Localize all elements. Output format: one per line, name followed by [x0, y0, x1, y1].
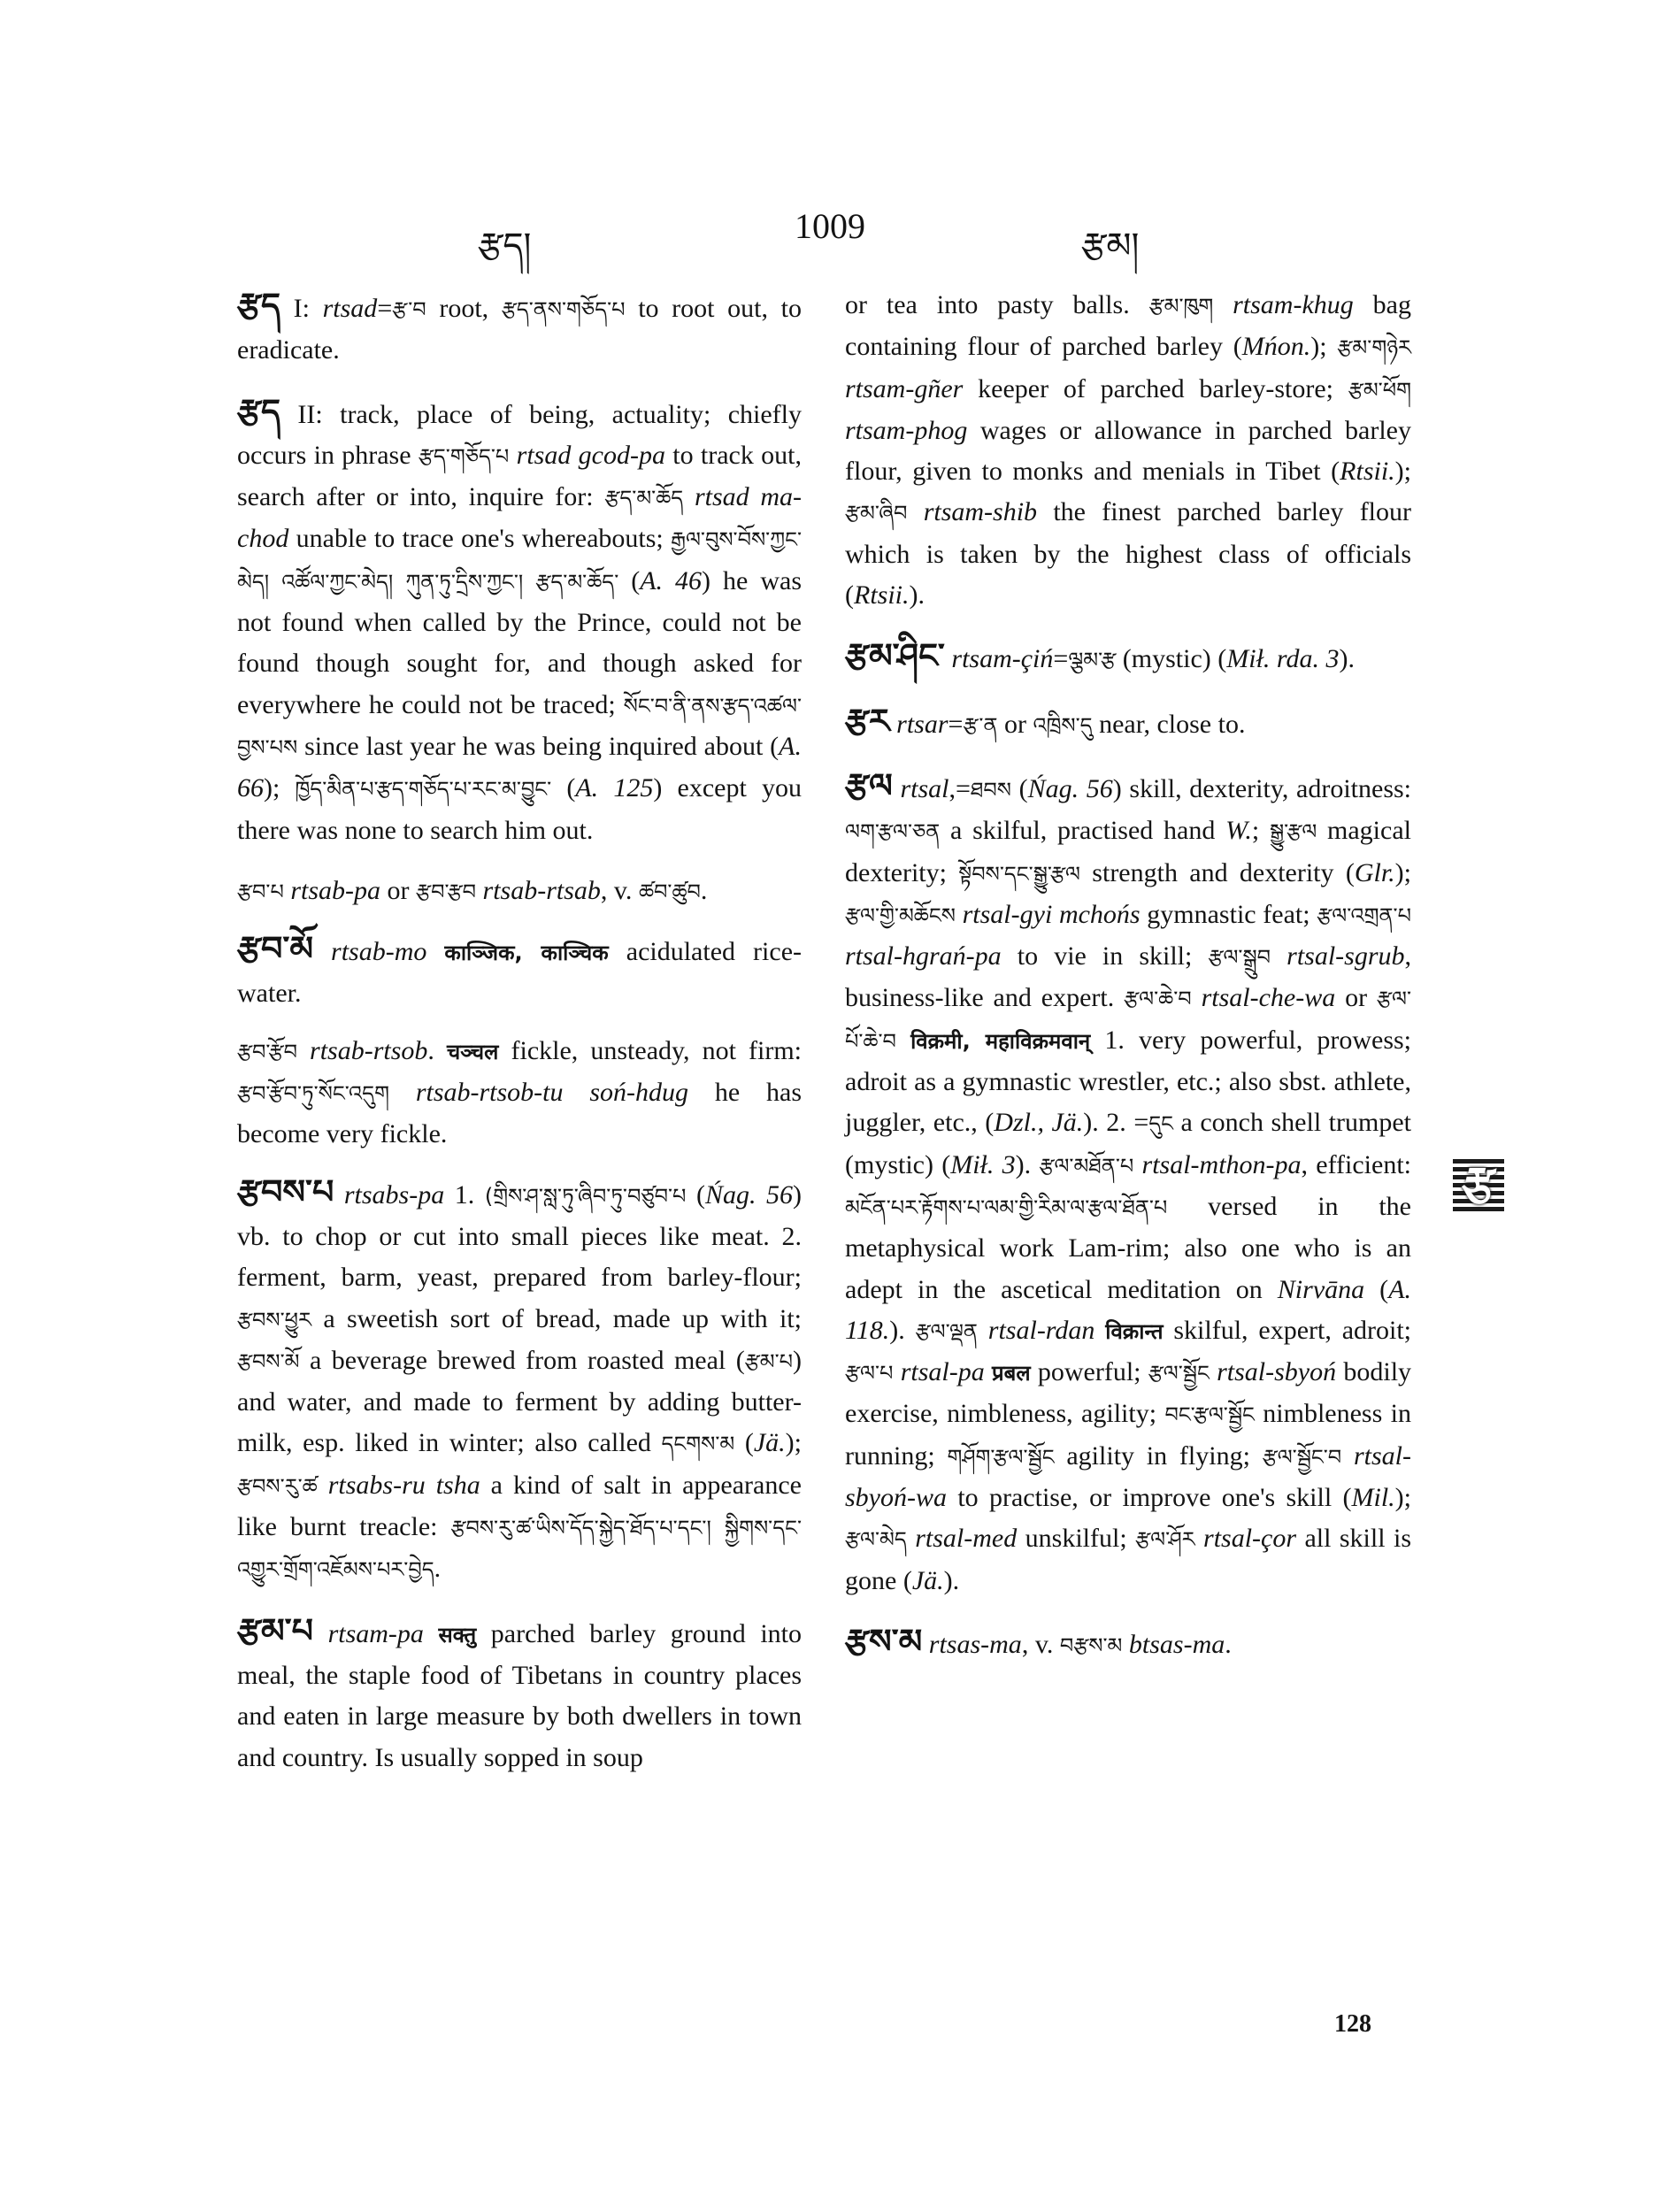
transliteration: rtsab-rtsab — [482, 875, 601, 905]
tibetan-text: དུང — [1148, 1111, 1173, 1137]
sanskrit-text: काञ्जिक, काञ्चिक — [444, 941, 609, 966]
tibetan-text: རྩབས་རུ་ཚ་ཡིས་དོད་སྐྱེད་ཐོད་པ་དང་། སྐྱིགས་དང་འགྱུར་གྲོག་འཇོམས་པར་བྱེད — [237, 1516, 802, 1583]
dictionary-entry: རྩད I: rtsad=རྩ་བ root, རྩད་ནས་གཅོད་པ to root out, to eradicate. — [237, 286, 802, 365]
headword: རྩར — [845, 701, 890, 741]
tibetan-text: འཁྲིས་དུ — [1033, 712, 1093, 738]
tibetan-text: རྩབས་ཕྱུར — [237, 1307, 311, 1333]
transliteration: rtsam-phog — [845, 415, 968, 445]
tibetan-text: དངགས་མ — [661, 1432, 735, 1457]
tibetan-text: མངོན་པར་རྟོགས་པ་ལམ་གྱི་རིམ་ལ་རྩལ་ཐོན་པ — [845, 1194, 1168, 1220]
tibetan-text: རྩལ་ལྡན — [915, 1318, 978, 1344]
dictionary-entry: རྩམ་པ rtsam-pa सक्तु parched barley ground into meal, the staple food of Tibetans in country places and eaten in large measure by both dwellers in town and country. Is usually sopped in soup — [237, 1610, 803, 1772]
tibetan-text: རྩད་ནས་གཅོད་པ — [501, 297, 626, 322]
transliteration: rtsad gcod-pa — [516, 440, 665, 470]
headword: རྩམ་ཤིང་ — [845, 636, 945, 676]
transliteration: rtsam-shib — [923, 497, 1038, 527]
transliteration: rtsab-rtsob — [310, 1035, 428, 1065]
dictionary-entry: རྩབས་པ rtsabs-pa 1. (གྲིས་ཤ་སླ་ཏུ་ཞིབ་ཏུ་བཙུབ་པ (Ńag. 56) vb. to chop or cut into small pieces like meat. 2. ferment, barm, yeast, prepared from barley-flour; རྩབས་ཕྱུར a sweetish sort of bread, made up with it; རྩབས་མོ a beverage brewed from roasted meal (རྩམ་པ) and water, and made to ferment by adding butter-milk, esp. liked in winter; also called དངགས་མ (Jä.); རྩབས་རུ་ཚ rtsabs-ru tsha a kind of salt in appearance like burnt treacle: རྩབས་རུ་ཚ་ཡིས་དོད་སྐྱེད་ཐོད་པ་དང་། སྐྱིགས་དང་འགྱུར་གྲོག་འཇོམས་པར་བྱེད. — [237, 1171, 803, 1584]
reference: A. 46 — [640, 565, 703, 595]
tibetan-text: རྩམ་ཞིབ — [845, 501, 908, 526]
tibetan-text: རྩམ་ཕོག — [1348, 377, 1411, 403]
reference: Jä. — [911, 1565, 944, 1595]
tibetan-text: རྩལ་པོ་ཆེ་བ — [845, 987, 1412, 1054]
headword: རྩད — [237, 391, 280, 431]
page-number: 1009 — [795, 206, 865, 246]
tibetan-text: སྒྱུ་རྩལ — [1269, 819, 1317, 845]
dictionary-entry: རྩབ་པ rtsab-pa or རྩབ་རྩབ rtsab-rtsab, v. ཚབ་ཚུབ. — [237, 875, 708, 905]
transliteration: rtsar — [896, 709, 949, 739]
sanskrit-text: सक्तु — [438, 1622, 477, 1647]
tibetan-text: སོང་བ་ནི་ནས་རྩད་འཚལ་བྱས་པས — [237, 693, 802, 760]
dictionary-entry: རྩར rtsar=རྩ་ན or འཁྲིས་དུ near, close to. — [845, 701, 1246, 741]
left-column — [237, 285, 802, 1798]
reference: Mńon. — [1241, 332, 1311, 362]
transliteration: rtsal-hgrań-pa — [845, 941, 1002, 972]
reference: Rtsii. — [854, 580, 910, 611]
sanskrit-text: विक्रमी, महाविक्रमवान् — [910, 1028, 1091, 1054]
tibetan-text: རྩབ་རྩབ — [416, 879, 477, 904]
tibetan-text: རྩམ་གཉེར — [1337, 335, 1412, 361]
tibetan-text: རྩལ་མཐོན་པ — [1039, 1153, 1134, 1179]
tibetan-text: རྩལ་ཤོར — [1135, 1527, 1195, 1553]
transliteration: rtsal-med — [915, 1524, 1018, 1554]
tibetan-text: རྩ་བ — [392, 297, 426, 322]
tibetan-text: ཁྱོད་མིན་པ་རྩད་གཅོད་པ་རང་མ་བྱུང་ — [295, 777, 552, 803]
transliteration: rtsal-mthon-pa — [1141, 1149, 1302, 1179]
transliteration: rtsab-mo — [331, 937, 427, 967]
reference: A. 125 — [575, 773, 654, 803]
headword: རྩས་མ — [845, 1621, 923, 1661]
transliteration: rtsam-çiń — [951, 644, 1054, 674]
tibetan-text: ཐབས — [970, 777, 1011, 803]
right-column — [845, 285, 1411, 1686]
transliteration: rtsabs-pa — [343, 1179, 445, 1210]
tibetan-text: རྩབས་རུ་ཚ — [237, 1473, 318, 1499]
transliteration: rtsas-ma — [928, 1629, 1022, 1659]
headword: རྩབ་མོ — [237, 929, 313, 969]
dictionary-entry: རྩམ་ཤིང་ rtsam-çiń=ལྕམ་རྩ (mystic) (Mił. rda. 3). — [845, 636, 1355, 676]
headword: རྩད — [237, 286, 280, 325]
tibetan-text: རྩལ་སྒྲུབ — [1208, 945, 1271, 971]
reference: Mił. 3 — [950, 1149, 1016, 1179]
reference: Rtsii. — [1340, 457, 1395, 487]
transliteration: rtsal-rdan — [987, 1315, 1095, 1345]
transliteration: rtsal-che-wa — [1201, 983, 1336, 1013]
tibetan-text: རྩལ་ཆེ་བ — [1124, 987, 1192, 1012]
tibetan-text: གཤོག་རྩལ་སྦྱོང — [947, 1444, 1055, 1470]
transliteration: rtsal-sbyoń — [1217, 1357, 1337, 1387]
reference: Glr. — [1354, 857, 1395, 887]
transliteration: rtsab-pa — [290, 875, 381, 905]
transliteration: rtsal-pa — [900, 1357, 985, 1387]
headword: རྩལ — [845, 765, 893, 805]
tibetan-text: རྩལ་འགྲན་པ — [1317, 902, 1411, 928]
reference: Mił. rda. 3 — [1226, 644, 1340, 674]
tibetan-text: རྩམ་པ — [744, 1348, 793, 1374]
tibetan-text: རྩལ་གྱི་མཆོངས — [845, 902, 956, 928]
reference: Ńag. 56 — [704, 1179, 794, 1210]
reference: Mil. — [1351, 1483, 1395, 1513]
sanskrit-text: प्रबल — [991, 1361, 1031, 1386]
transliteration: rtsal-sgrub — [1286, 941, 1405, 972]
tibetan-text: རྩམ་ཁུག — [1148, 294, 1214, 319]
tibetan-text: རྩལ་སྦྱོང — [1148, 1361, 1210, 1386]
reference: W. — [1225, 816, 1252, 846]
dictionary-entry: རྩས་མ rtsas-ma, v. བརྩས་མ btsas-ma. — [845, 1621, 1232, 1661]
tibetan-text: རྩད་མ་ཆོད — [604, 486, 684, 511]
reference: Dzl., Jä. — [994, 1108, 1084, 1138]
tibetan-text: ལྕམ་རྩ — [1068, 648, 1117, 673]
tibetan-text: རྩ་ན — [963, 712, 998, 738]
tibetan-text: སྟོབས་དང་སྒྱུ་རྩལ — [958, 861, 1080, 887]
transliteration: rtsal-çor — [1203, 1524, 1297, 1554]
transliteration: rtsam-pa — [327, 1618, 424, 1648]
dictionary-entry: རྩད II: track, place of being, actuality; chiefly occurs in phrase རྩད་གཅོད་པ rtsad gcod-pa to track out, search after or into, inquire for: རྩད་མ་ཆོད rtsad ma-chod unable to trace one's whereabouts; རྒྱལ་བུས་བོས་ཀྱང་མེད། འཚོལ་ཀྱང་མེད། ཀུན་ཏུ་དྲིས་ཀྱང་། རྩད་མ་ཆོད་ (A. 46) he was not found when called by the Prince, could not be found though sought for, and though asked for everywhere he could not be traced; སོང་བ་ནི་ནས་རྩད་འཚལ་བྱས་པས since last year he was being inquired about (A. 66); ཁྱོད་མིན་པ་རྩད་གཅོད་པ་རང་མ་བྱུང་ (A. 125) except you there was none to search him out. — [237, 391, 803, 845]
transliteration: rtsal — [900, 773, 949, 803]
transliteration: rtsabs-ru tsha — [327, 1470, 480, 1500]
headword: རྩབས་པ — [237, 1171, 334, 1211]
tibetan-text: རྩད་གཅོད་པ — [418, 443, 510, 469]
transliteration: rtsad ma-chod — [237, 482, 803, 554]
tibetan-text: བརྩས་མ — [1059, 1632, 1123, 1658]
reference: A. 66 — [237, 731, 802, 803]
transliteration: rtsad — [322, 294, 378, 323]
reference: A. 118. — [845, 1274, 1412, 1345]
tibetan-text: ལག་རྩལ་ཅན — [845, 819, 941, 845]
tibetan-text: རྩབ་པ — [237, 879, 284, 904]
reference: Ńag. 56 — [1027, 773, 1113, 803]
signature-mark: 128 — [1334, 2010, 1371, 2038]
tibetan-text: རྩབ་རྩོབ — [237, 1039, 297, 1064]
dictionary-entry: རྩབ་མོ rtsab-mo काञ्जिक, काञ्चिक acidulated rice-water. — [237, 929, 802, 1009]
dictionary-entry-continued: or tea into pasty balls. རྩམ་ཁུག rtsam-khug bag containing flour of parched barley (Mńon.); རྩམ་གཉེར rtsam-gñer keeper of parched barley-store; རྩམ་ཕོག rtsam-phog wages or allowance in parched barley flour, given to monks and menials in Tibet (Rtsii.); རྩམ་ཞིབ rtsam-shib the finest parched barley flour which is taken by the highest class of officials (Rtsii.). — [845, 290, 1412, 611]
tibetan-text: རྩལ་སྦྱོང་བ — [1262, 1444, 1342, 1470]
tibetan-text: ཚབ་ཚུབ — [638, 879, 701, 904]
tibetan-text: རྩལ་པ — [845, 1361, 894, 1386]
reference: Jä. — [753, 1428, 786, 1458]
transliteration: rtsam-gñer — [845, 373, 964, 403]
tibetan-text: (གྲིས་ཤ་སླ་ཏུ་ཞིབ་ཏུ་བཙུབ་པ — [484, 1183, 687, 1209]
transliteration: btsas-ma — [1128, 1629, 1225, 1659]
transliteration: rtsal-gyi mchońs — [962, 899, 1141, 929]
tibetan-text: བང་རྩལ་སྦྱོང — [1164, 1402, 1255, 1428]
headword: རྩམ་པ — [237, 1610, 313, 1650]
sanskrit-text: चञ्चल — [446, 1039, 499, 1064]
transliteration: rtsal-sbyoń-wa — [845, 1440, 1411, 1513]
dictionary-entry: རྩལ rtsal,=ཐབས (Ńag. 56) skill, dexterity, adroitness: ལག་རྩལ་ཅན a skilful, practised hand W.; སྒྱུ་རྩལ magical dexterity; སྟོབས་དང་སྒྱུ་རྩལ strength and dexterity (Glr.); རྩལ་གྱི་མཆོངས rtsal-gyi mchońs gymnastic feat; རྩལ་འགྲན་པ rtsal-hgrań-pa to vie in skill; རྩལ་སྒྲུབ rtsal-sgrub, business-like and expert. རྩལ་ཆེ་བ rtsal-che-wa or རྩལ་པོ་ཆེ་བ विक्रमी, महाविक्रमवान् 1. very powerful, prowess; adroit as a gymnastic wrestler, etc.; also sbst. athlete, juggler, etc., (Dzl., Jä.). 2. =དུང a conch shell trumpet (mystic) (Mił. 3). རྩལ་མཐོན་པ rtsal-mthon-pa, efficient: མངོན་པར་རྟོགས་པ་ལམ་གྱི་རིམ་ལ་རྩལ་ཐོན་པ versed in the metaphysical work Lam-rim; also one who is an adept in the ascetical meditation on Nirvāna (A. 118.). རྩལ་ལྡན rtsal-rdan विक्रान्त skilful, expert, adroit; རྩལ་པ rtsal-pa प्रबल powerful; རྩལ་སྦྱོང rtsal-sbyoń bodily exercise, nimbleness, agility; བང་རྩལ་སྦྱོང nimbleness in running; གཤོག་རྩལ་སྦྱོང agility in flying; རྩལ་སྦྱོང་བ rtsal-sbyoń-wa to practise, or improve one's skill (Mil.); རྩལ་མེད rtsal-med unskilful; རྩལ་ཤོར rtsal-çor all skill is gone (Jä.). — [845, 765, 1412, 1595]
dictionary-entry: རྩབ་རྩོབ rtsab-rtsob. चञ्चल fickle, unsteady, not firm: རྩབ་རྩོབ་ཏུ་སོང་འདུག rtsab-rtsob-tu soń-hdug he has become very fickle. — [237, 1035, 803, 1149]
running-header — [0, 205, 1659, 266]
tibetan-text: རྩལ་མེད — [845, 1527, 907, 1553]
header-left-guideword: རྩད། — [478, 226, 532, 266]
tibetan-text: རྩབ་རྩོབ་ཏུ་སོང་འདུག — [237, 1081, 389, 1107]
sanskrit-text: विक्रान्त — [1105, 1318, 1164, 1344]
transliteration: Nirvāna — [1277, 1274, 1365, 1304]
transliteration: rtsam-khug — [1233, 290, 1354, 319]
tibetan-text: རྩབས་མོ — [237, 1348, 300, 1374]
tibetan-text: རྒྱལ་བུས་བོས་ཀྱང་མེད། འཚོལ་ཀྱང་མེད། ཀུན་ཏུ་དྲིས་ཀྱང་། རྩད་མ་ཆོད་ — [237, 527, 802, 595]
thumb-index-letter: རྩ — [1462, 1158, 1495, 1211]
transliteration: rtsab-rtsob-tu soń-hdug — [415, 1078, 689, 1108]
header-right-guideword: རྩམ། — [1081, 226, 1140, 266]
